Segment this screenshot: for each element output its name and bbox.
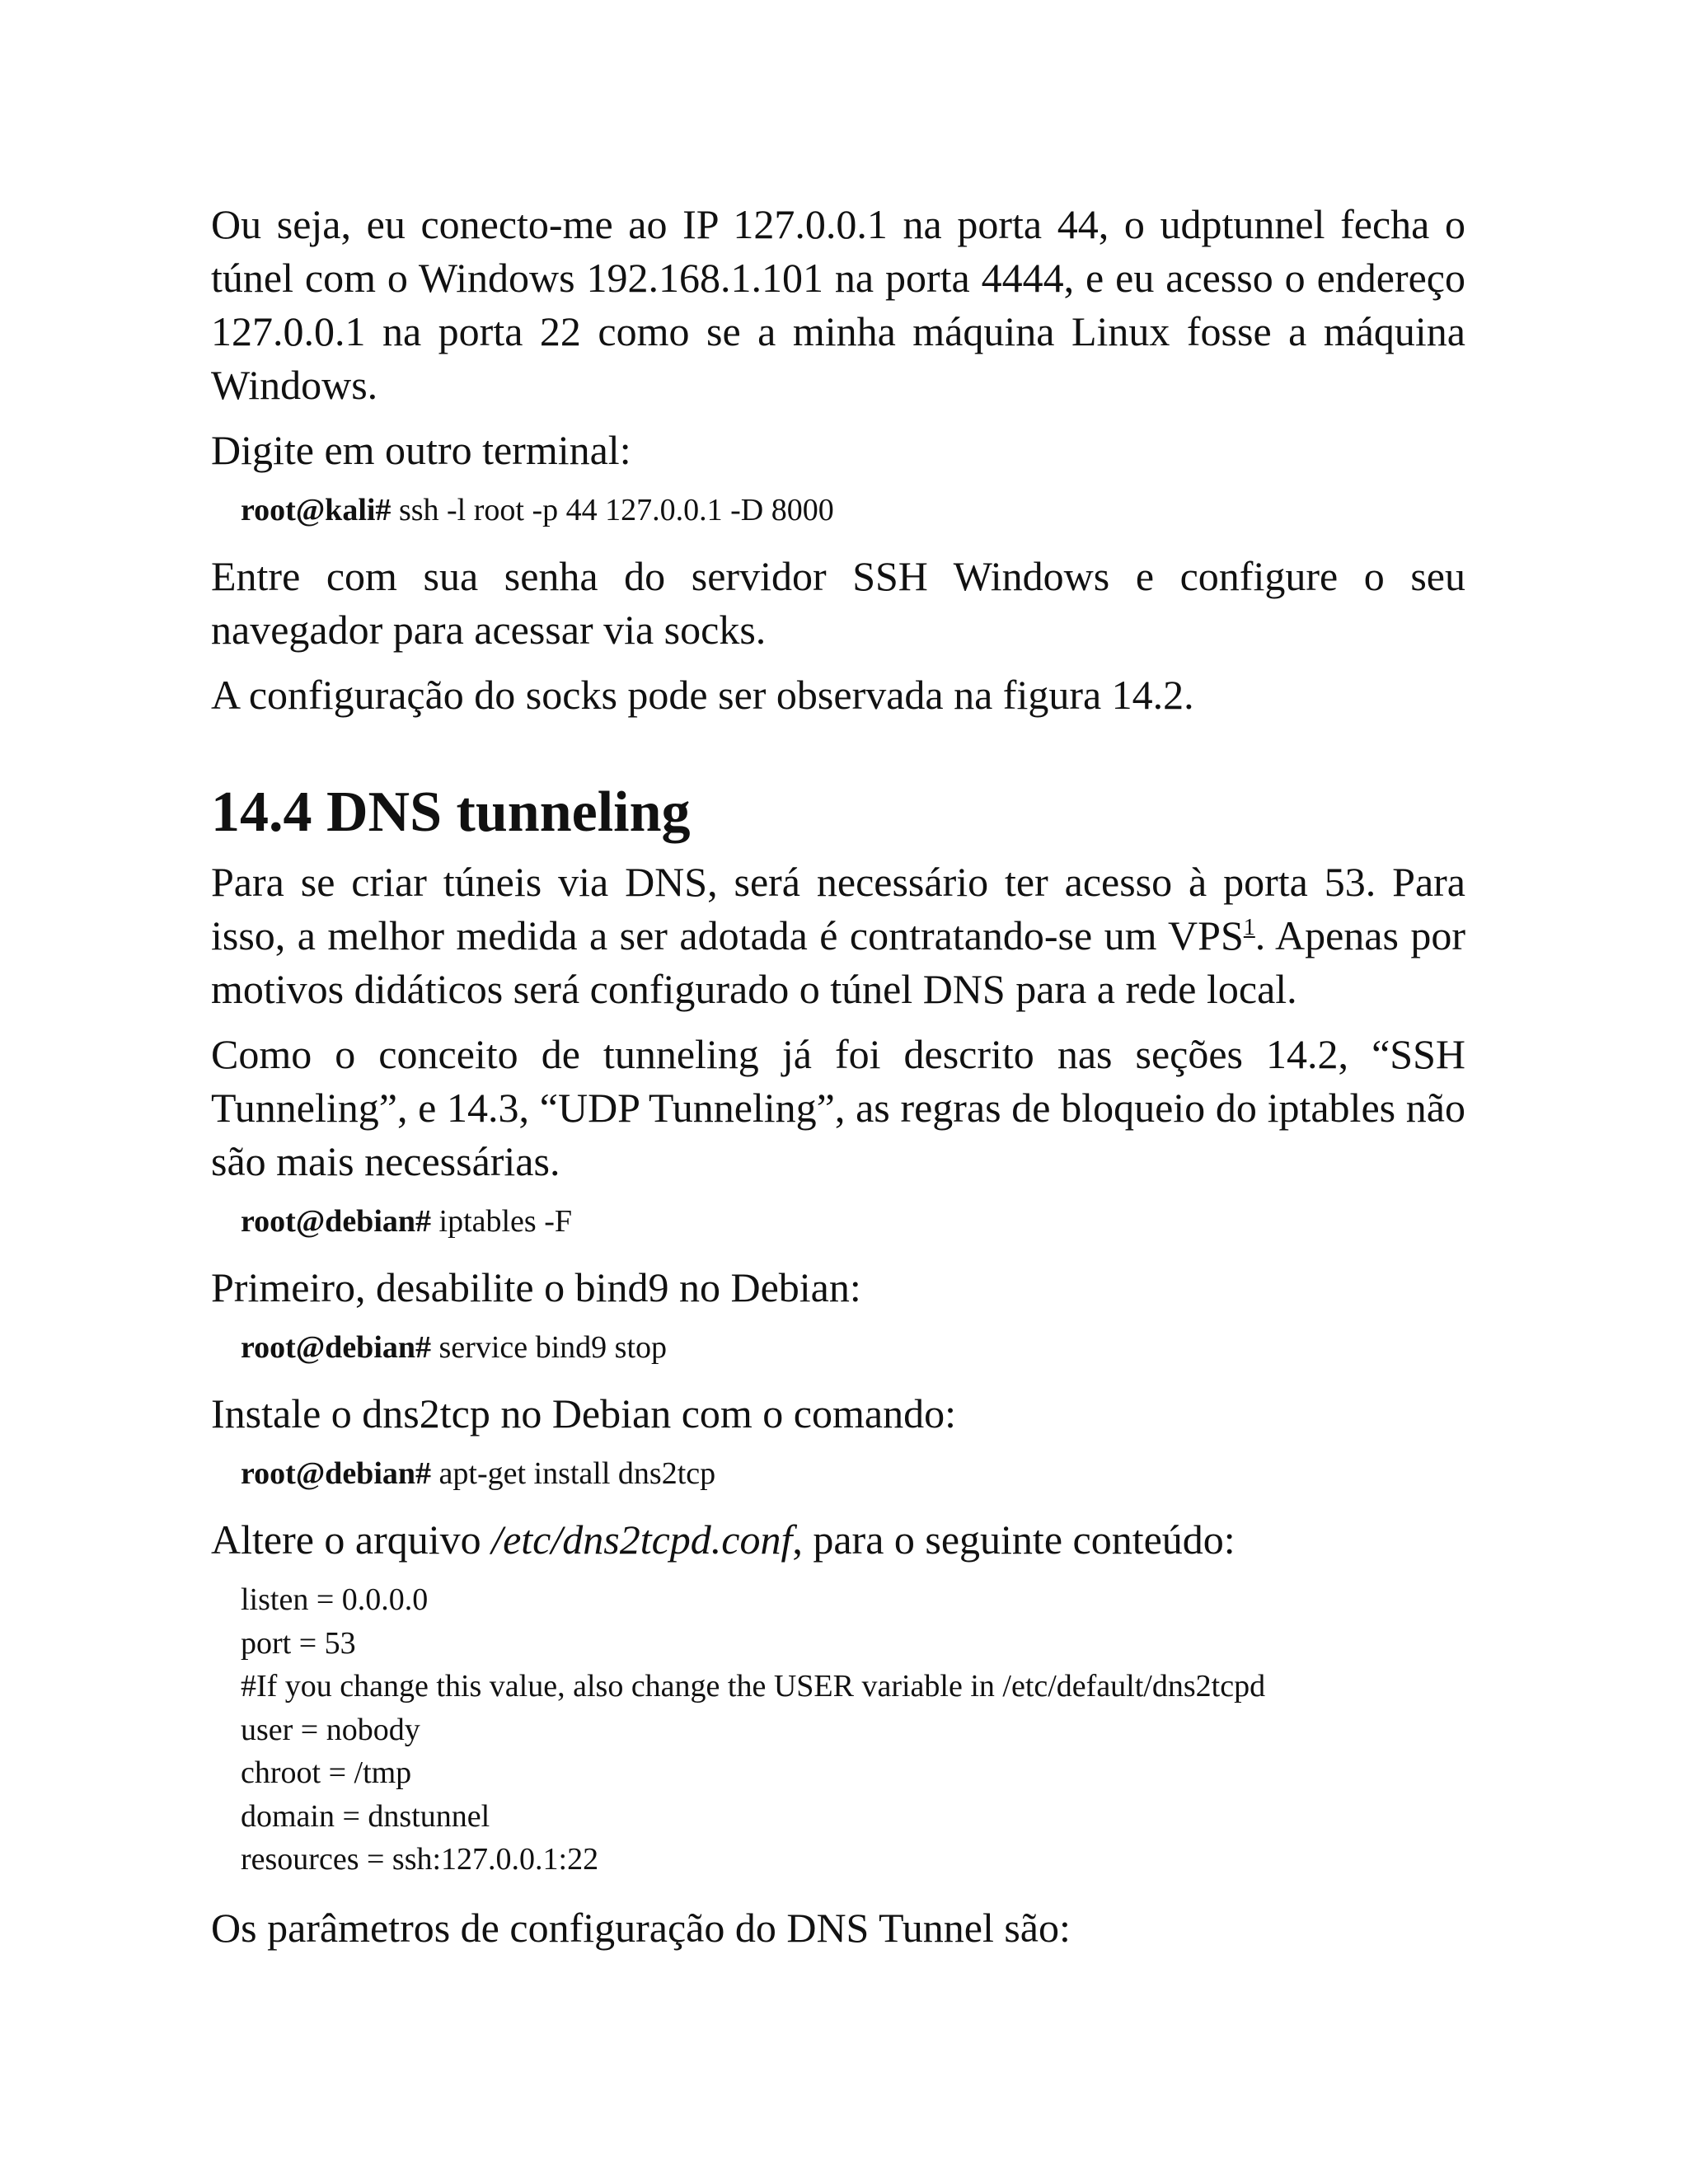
config-file-path: /etc/dns2tcpd.conf bbox=[491, 1516, 793, 1563]
paragraph-dns-port bbox=[211, 855, 1465, 1016]
command-text: service bind9 stop bbox=[431, 1330, 668, 1365]
config-line: chroot = /tmp bbox=[241, 1755, 412, 1790]
paragraph-install-dns2tcp: Instale o dns2tcp no Debian com o comando: bbox=[211, 1390, 956, 1436]
command-prompt: root@kali# bbox=[241, 493, 392, 527]
config-line: port = 53 bbox=[241, 1625, 356, 1661]
config-file-content bbox=[241, 1578, 1465, 1882]
paragraph-udptunnel-explanation: Ou seja, eu conecto-me ao IP 127.0.0.1 na porta 44, o udptunnel fecha o túnel com o Windows 192.168.1.101 na porta 4444, e eu acesso o endereço 127.0.0.1 na porta 22 como se a minha máquina Linux fosse a máquina Windows. bbox=[211, 201, 1465, 408]
command-prompt: root@debian# bbox=[241, 1204, 432, 1239]
command-apt-install bbox=[241, 1452, 1465, 1495]
config-line: resources = ssh:127.0.0.1:22 bbox=[241, 1842, 599, 1877]
paragraph-disable-bind9: Primeiro, desabilite o bind9 no Debian: bbox=[211, 1264, 861, 1310]
config-line: listen = 0.0.0.0 bbox=[241, 1582, 429, 1617]
paragraph-text: . Apenas por motivos didáticos será configurado o túnel DNS para a rede local. bbox=[211, 912, 1466, 1012]
config-line: #If you change this value, also change the USER variable in /etc/default/dns2tcpd bbox=[241, 1669, 1266, 1704]
command-bind9-stop bbox=[241, 1326, 1465, 1369]
config-line: user = nobody bbox=[241, 1712, 420, 1747]
command-text: ssh -l root -p 44 127.0.0.1 -D 8000 bbox=[391, 493, 834, 527]
command-text: apt-get install dns2tcp bbox=[431, 1456, 716, 1491]
document-page bbox=[211, 198, 1465, 1966]
paragraph-dns-tunnel-params: Os parâmetros de configuração do DNS Tunnel são: bbox=[211, 1904, 1071, 1951]
paragraph-edit-config bbox=[211, 1513, 1465, 1567]
paragraph-other-terminal: Digite em outro terminal: bbox=[211, 427, 631, 473]
command-prompt: root@debian# bbox=[241, 1330, 432, 1365]
command-text: iptables -F bbox=[431, 1204, 572, 1239]
command-prompt: root@debian# bbox=[241, 1456, 432, 1491]
paragraph-text: Altere o arquivo bbox=[211, 1516, 492, 1563]
footnote-link[interactable]: 1 bbox=[1243, 915, 1255, 940]
paragraph-text: , para o seguinte conteúdo: bbox=[792, 1516, 1236, 1563]
paragraph-tunneling-concept: Como o conceito de tunneling já foi descrito nas seções 14.2, “SSH Tunneling”, e 14.3, “UDP Tunneling”, as regras de bloqueio do iptables não são mais necessárias. bbox=[211, 1031, 1465, 1184]
paragraph-text: Para se criar túneis via DNS, será necessário ter acesso à porta 53. Para isso, a melhor medida a ser adotada é contratando-se um VPS bbox=[211, 859, 1465, 958]
command-iptables-flush bbox=[241, 1200, 1465, 1243]
paragraph-socks-figure: A configuração do socks pode ser observada na figura 14.2. bbox=[211, 672, 1194, 718]
command-ssh-socks bbox=[241, 489, 1465, 532]
paragraph-ssh-password: Entre com sua senha do servidor SSH Windows e configure o seu navegador para acessar via socks. bbox=[211, 553, 1465, 653]
config-line: domain = dnstunnel bbox=[241, 1798, 490, 1834]
section-heading-dns-tunneling: 14.4 DNS tunneling bbox=[211, 780, 691, 844]
